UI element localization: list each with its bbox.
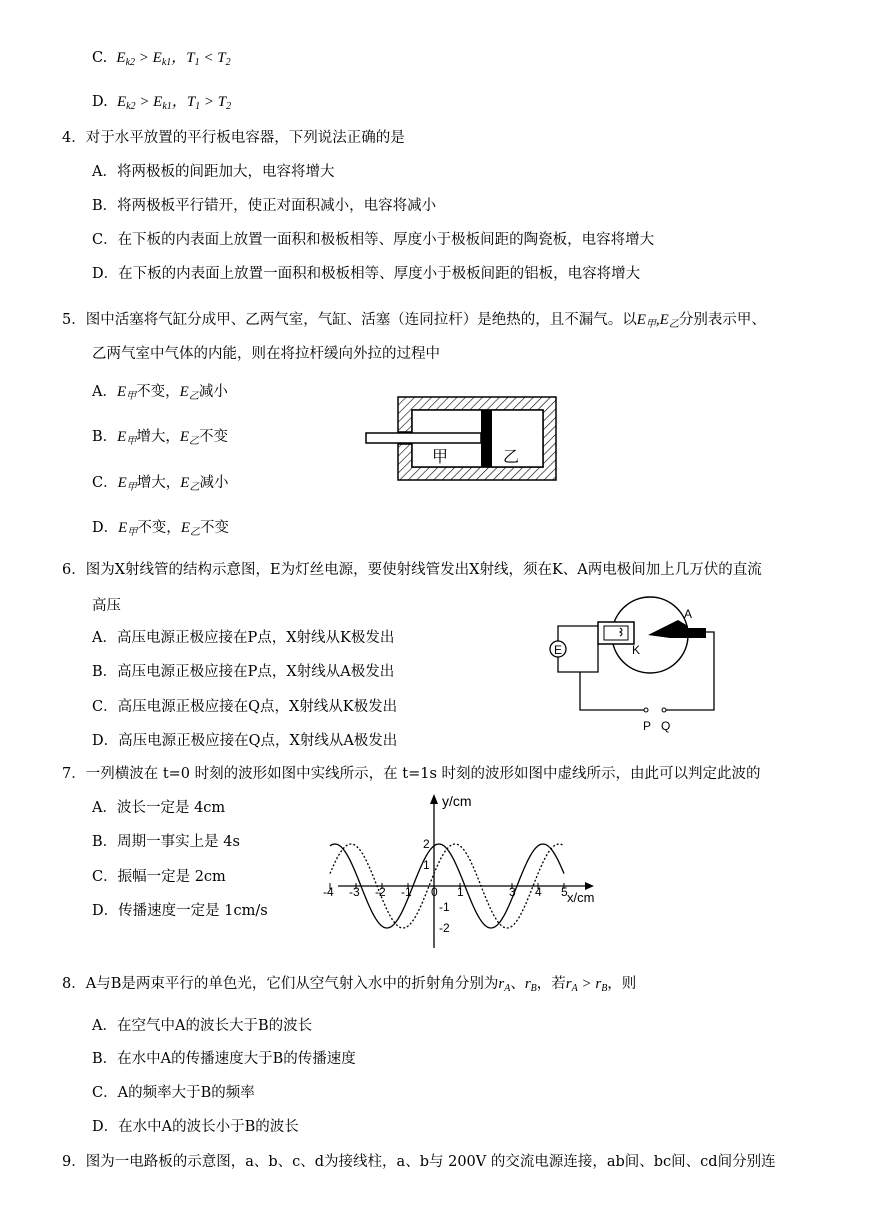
q5-option-d: D．$E_甲$不变，$E_乙$不变 — [92, 520, 229, 538]
x-tick-label: -1 — [401, 885, 412, 899]
q7-option-d: D．传播速度一定是 1cm/s — [92, 903, 268, 919]
q4-option-a: A．将两极板的间距加大，电容将增大 — [92, 164, 335, 180]
q9-stem: 9．图为一电路板的示意图，a、b、c、d为接线柱，a、b与 200V 的交流电源连接，ab间、bc间、cd间分别连 — [62, 1154, 776, 1170]
y-tick-label: -2 — [439, 921, 450, 935]
q6-option-d: D．高压电源正极应接在Q点，X射线从A极发出 — [92, 733, 398, 749]
q5-stem-line2: 乙两气室中气体的内能，则在将拉杆缓向外拉的过程中 — [92, 346, 440, 362]
x-tick-label: -3 — [349, 885, 360, 899]
q8-stem: 8．A与B是两束平行的单色光，它们从空气射入水中的折射角分别为$r_A$、$r_B$，若$r_A > r_B$，则 — [62, 976, 637, 994]
q8-option-c: C．A的频率大于B的频率 — [92, 1085, 255, 1101]
q6-option-b: B．高压电源正极应接在P点，X射线从A极发出 — [92, 664, 395, 680]
y-tick-label: 1 — [423, 858, 430, 872]
q7-option-a: A．波长一定是 4cm — [92, 800, 226, 816]
y-tick-label: 2 — [423, 837, 430, 851]
x-axis-label: x/cm — [567, 890, 595, 905]
q4-option-b: B．将两极板平行错开，使正对面积减小，电容将减小 — [92, 198, 437, 214]
q5-option-b: B．$E_甲$增大，$E_乙$不变 — [92, 429, 228, 447]
cylinder-figure — [360, 392, 560, 484]
q4-option-d: D．在下板的内表面上放置一面积和极板相等、厚度小于极板间距的铝板，电容将增大 — [92, 266, 641, 282]
anode-a-label: A — [684, 607, 693, 621]
q5-option-a: A．$E_甲$不变，$E_乙$减小 — [92, 384, 228, 402]
x-tick-label: -2 — [375, 885, 386, 899]
wave-graph — [323, 790, 605, 952]
y-axis-label: y/cm — [442, 793, 472, 809]
x-tick-label: -4 — [323, 885, 334, 899]
q8-option-b: B．在水中A的传播速度大于B的传播速度 — [92, 1051, 356, 1067]
q3-option-d: D. $E_{k2} > E_{k1}$，$T_1 > T_2$ — [92, 94, 232, 112]
x-tick-label: 5 — [561, 885, 568, 899]
q3-option-c: C. $E_{k2} > E_{k1}$，$T_1 < T_2$ — [92, 50, 231, 68]
q5-stem-line1: 5．图中活塞将气缸分成甲、乙两气室，气缸、活塞（连同拉杆）是绝热的，且不漏气。以$E_甲,E_乙$分别表示甲、 — [62, 312, 766, 330]
y-tick-label: -1 — [439, 900, 450, 914]
q5-option-c: C．$E_甲$增大，$E_乙$减小 — [92, 475, 229, 493]
power-e-label: E — [554, 643, 563, 657]
q8-option-a: A．在空气中A的波长大于B的波长 — [92, 1018, 313, 1034]
chamber-yi-label: 乙 — [503, 449, 520, 466]
xray-tube-figure — [540, 592, 725, 732]
q7-stem: 7．一列横波在 t=0 时刻的波形如图中实线所示，在 t=1s 时刻的波形如图中虚线所示，由此可以判定此波的 — [62, 766, 761, 782]
x-tick-label: 3 — [509, 885, 516, 899]
q6-option-a: A．高压电源正极应接在P点，X射线从K极发出 — [92, 630, 395, 646]
cathode-k-label: K — [632, 643, 641, 657]
q7-option-b: B．周期一事实上是 4s — [92, 834, 240, 850]
x-tick-label: 4 — [535, 885, 542, 899]
terminal-p-label: P — [643, 719, 652, 733]
x-tick-label: 0 — [431, 885, 438, 899]
q4-stem: 4．对于水平放置的平行板电容器，下列说法正确的是 — [62, 130, 405, 146]
terminal-q-label: Q — [661, 719, 671, 733]
q7-option-c: C．振幅一定是 2cm — [92, 869, 226, 885]
q6-stem-line2: 高压 — [92, 598, 121, 614]
q6-option-c: C．高压电源正极应接在Q点，X射线从K极发出 — [92, 699, 398, 715]
q6-stem-line1: 6．图为X射线管的结构示意图，E为灯丝电源，要使射线管发出X射线，须在K、A两电极间加上几万伏的直流 — [62, 562, 762, 578]
q8-option-d: D．在水中A的波长小于B的波长 — [92, 1119, 299, 1135]
x-tick-label: 1 — [457, 885, 464, 899]
q4-option-c: C．在下板的内表面上放置一面积和极板相等、厚度小于极板间距的陶瓷板，电容将增大 — [92, 232, 655, 248]
chamber-jia-label: 甲 — [432, 449, 449, 466]
